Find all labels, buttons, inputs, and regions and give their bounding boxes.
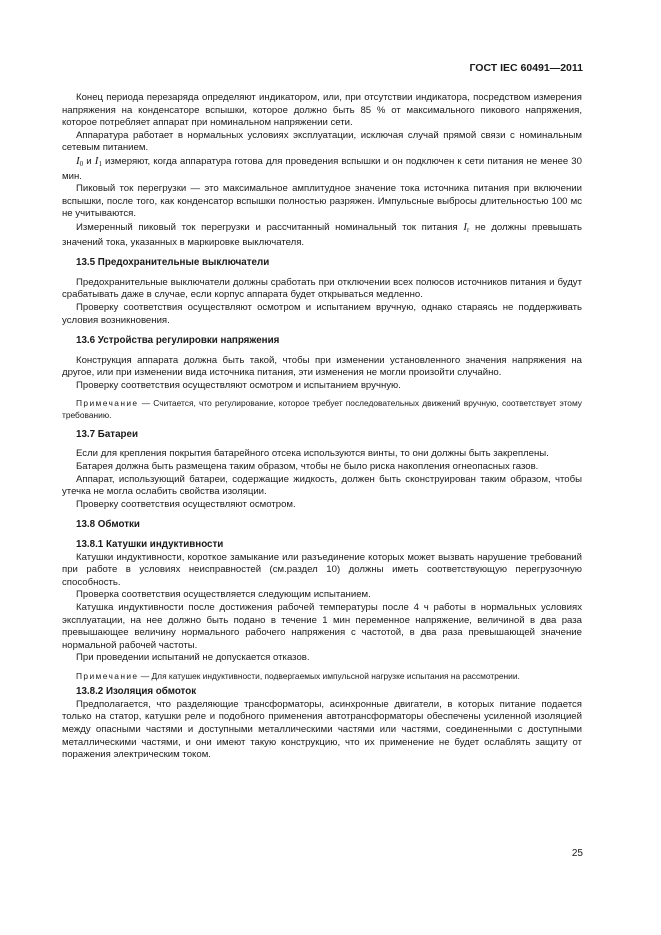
subsection-heading-13-8-2: 13.8.2 Изоляция обмоток [76,686,197,698]
paragraph: Катушка индуктивности после достижения рабочей температуры после 4 ч работы в нормальных условиях эксплуатации, на нее должно быть подано в течение 1 мин переменное напряжение, величиной в два раза превышающее величину нормального рабочего напряжения с частотой, в два раза превышающей значение нормальной рабочей частоты. [62,602,582,651]
paragraph: Если для крепления покрытия батарейного отсека используются винты, то они должны быть закреплены. [76,448,549,460]
paragraph: Проверку соответствия осуществляют осмотром и испытанием вручную, однако стараясь не поддерживать условия возникновения. [62,301,582,326]
paragraph: $I_0$ и $I_1$ измеряют, когда аппаратура готова для проведения вспышки и он подключен к сети питания не менее 30 мин. [62,154,582,182]
section-heading-13-7: 13.7 Батареи [76,428,138,440]
paragraph: Конец периода перезаряда определяют индикатором, или, при отсутствии индикатора, посредством измерения напряжения на конденсаторе вспышки, которое должно быть 85 % от максимального пикового напряжения, которое потребляет аппарат при номинальном напряжении сети. [62,92,582,129]
paragraph: Аппаратура работает в нормальных условиях эксплуатации, исключая случай прямой связи с номинальным сетевым питанием. [62,129,582,154]
paragraph: Аппарат, использующий батареи, содержащие жидкость, должен быть сконструирован таким образом, чтобы утечка не могла ослабить свойства изоляции. [62,473,582,498]
paragraph: Пиковый ток перегрузки — это максимальное амплитудное значение тока источника питания при включении вспышки, после того, как конденсатор вспышки полностью разряжен. Импульсные выбросы длительностью 100 мс не учитываются. [62,183,582,220]
paragraph: Измеренный пиковый ток перегрузки и рассчитанный номинальный ток питания $I_r$ не должны превышать значений тока, указанных в маркировке выключателя. [62,220,582,248]
page-number: 25 [571,848,583,859]
symbol-i0: $I_0$ [76,154,84,168]
paragraph: Предполагается, что разделяющие трансформаторы, асинхронные двигатели, в которых питание подается только на статор, катушки реле и подобного применения автотрансформаторы обеспечены усиленной изоляцией между опасными частями и доступными металлическими частями или частями, соединенными с доступными металлическими частями, и они имеют такую конструкцию, что их применение не будет ослаблять защиту от поражения электрическим током. [62,698,582,761]
note: Примечание — Считается, что регулирование, которое требует последовательных движений вручную, соответствует этому требованию. [62,398,582,420]
paragraph: Предохранительные выключатели должны сработать при отключении всех полюсов источников питания и будут срабатывать даже в случае, если корпус аппарата будет открываться медленно. [62,276,582,301]
subsection-heading-13-8-1: 13.8.1 Катушки индуктивности [76,539,224,551]
section-heading-13-5: 13.5 Предохранительные выключатели [76,257,270,269]
section-heading-13-6: 13.6 Устройства регулировки напряжения [76,335,280,347]
paragraph: При проведении испытаний не допускается отказов. [76,652,310,664]
paragraph: Конструкция аппарата должна быть такой, чтобы при изменении установленного значения напряжения на другое, или при изменении вида источника питания, эти изменения не могли произойти случайно. [62,354,582,379]
symbol-ir: $I_r$ [463,220,470,234]
paragraph: Катушки индуктивности, короткое замыкание или разъединение которых может вызвать нарушение требований при работе в условиях неисправностей (см.раздел 10) должны иметь соответствующую перегрузочную способность. [62,551,582,588]
paragraph: Проверку соответствия осуществляют осмотром. [76,498,296,510]
note: Примечание — Для катушек индуктивности, подвергаемых импульсной нагрузке испытания на рассмотрении. [76,670,520,681]
paragraph: Проверка соответствия осуществляется следующим испытанием. [76,589,371,601]
section-heading-13-8: 13.8 Обмотки [76,519,140,531]
page-content [62,92,582,762]
paragraph: Проверку соответствия осуществляют осмотром и испытанием вручную. [76,379,401,391]
standard-header: ГОСТ IEC 60491—2011 [469,62,583,74]
symbol-i1: $I_1$ [94,154,102,168]
paragraph: Батарея должна быть размещена таким образом, чтобы не было риска накопления огнеопасных газов. [76,461,539,473]
